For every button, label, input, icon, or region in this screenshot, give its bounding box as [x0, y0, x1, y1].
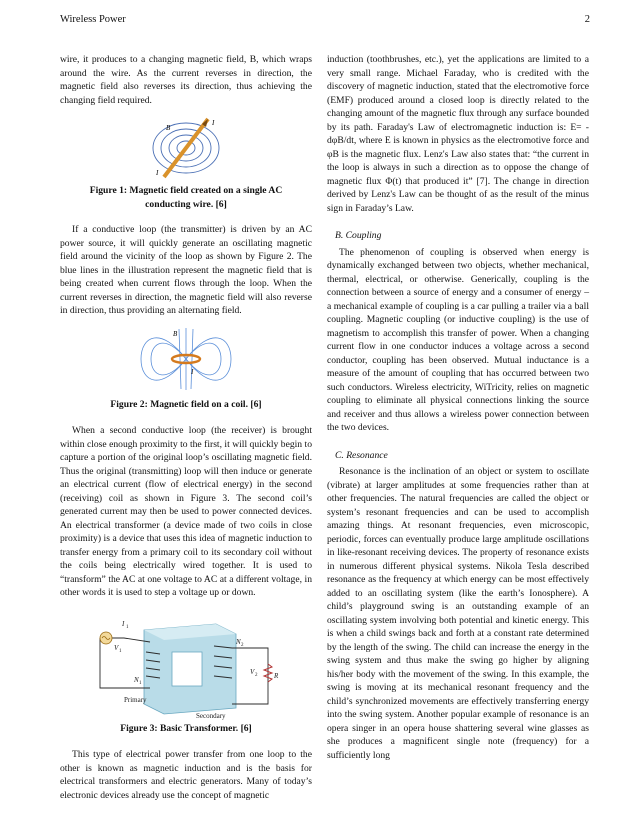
fig1-label-i-bottom: I [156, 169, 159, 177]
paragraph: If a conductive loop (the transmitter) is driven by an AC power source, it will quickly generate an oscillating magnetic field around the vicinity of the loop as shown by Figure 2. The blue lines in the illustration represent the magnetic field that is being created when current flows through the loop. When the current reverses in direction, the magnetic field will also reverse in direction, thus providing an alternating field. [60, 224, 312, 316]
paragraph: induction (toothbrushes, etc.), yet the applications are limited to a very small range. Michael Faraday, who is credited with the discovery of magnetic induction, stated that the electromotive force (EMF) produced around a closed loop is directly related to the changing amount of the magnetic flux through any surface bounded by its path. Faraday's Law of electromagnetic induction is: E= -dφB/dt, where E is known in physics as the electromotive force and φB is the magnetic flux. Lenz's Law also states that: “the current in the loop is always in such a direction as to oppose the change of magnetic flux Φ(t) that produced it” [7]. The change in direction derived by Lenz's Law can be thought of as the result of the minus sign in Faraday’s Law. [327, 54, 589, 214]
figure-3-transformer [86, 608, 286, 720]
fig3-label-r: R [274, 671, 279, 680]
fig3-label-n1: N [134, 675, 139, 684]
fig3-label-v2: V [250, 667, 255, 676]
paragraph: The phenomenon of coupling is observed when energy is dynamically exchanged between two objects, whether mechanical, thermal, electrical, or otherwise. Generically, coupling is the connection between a source of energy and a consumer of energy – a mechanical example of coupling is a car pulling a trailer via a ball coupling. Magnetic coupling (or inductive coupling) is the use of magnetism to accomplish this transfer of power. When a changing current flow in one conductor induces a voltage across a second conductor, coupling has been observed. Mutual inductance is a measure of the amount of coupling that has occurred between two such conductors. Wireless electricity, WiTricity, relies on magnetic coupling to eliminate all physical connections linking the source and receiver and thus allows a wireless power connection between the two devices. [327, 246, 589, 433]
fig3-sub-v1: 1 [119, 648, 122, 654]
section-heading-coupling: B. Coupling [335, 230, 382, 241]
section-heading-resonance: C. Resonance [335, 449, 388, 461]
figure-2-caption: Figure 2: Magnetic field on a coil. [6] [110, 398, 262, 410]
paragraph: When a second conductive loop (the receiver) is brought within close enough proximity to the first, it will quickly begin to capture a portion of the original loop’s oscillating magnetic field. Thus the original (transmitting) loop will then induce or generate an electrical current (flow of electrical energy) in the second (receiving) coil as shown in Figure 3. The second coil’s generated current may then be used to power connected devices. An electrical transformer (a device made of two coils in close proximity) is a device that uses this idea of magnetic induction to transfer energy from a primary coil to its secondary coil without the coils being electrically wired together. It is used to “transform” the AC at one voltage to AC at a different voltage, in other words it is used to step a voltage up or down. [60, 425, 312, 598]
fig3-sub-v2: 2 [255, 672, 258, 678]
fig3-sub-n1: 1 [139, 680, 142, 686]
fig2-label-b: B [173, 329, 178, 338]
paragraph: wire, it produces to a changing magnetic field, B, which wraps around the wire. As the current reverses in direction, the magnetic field also reverses its direction, thus achieving the changing field required. [60, 54, 312, 106]
fig1-label-i-top: I [212, 119, 215, 127]
paragraph: This type of electrical power transfer from one loop to the other is known as magnetic induction and is the basis for electrical transformers and electric generators. Many of today’s electronic devices already use the concept of magnetic [60, 749, 312, 801]
page-number: 2 [584, 14, 590, 25]
figure-3-caption: Figure 3: Basic Transformer. [6] [120, 722, 252, 734]
fig3-label-n2: N [236, 637, 241, 646]
fig3-sub-i1: 1 [126, 624, 129, 630]
paragraph: Resonance is the inclination of an object or system to oscillate (vibrate) at larger amplitudes at some frequencies rather than at other frequencies. The natural frequencies are called the object or system’s resonant frequencies and can be used to accomplish amazing things. At resonant frequencies, even microscopic, periodic, forces can eventually produce large amplitude oscillations in like-resonant receiving devices. The property of resonance exists in numerous different physical systems. Nikola Tesla described resonance as the frequency at which energy can be most effectively added to an oscillating system (like the earth’s Ionosphere). A child’s playground swing is an outstanding example of an oscillating system involving both potential and kinetic energy. This is when a child swings back and forth at a constant rate determined by the length of the swing. The child can increase the energy in the swing system and thus make the swing go higher by aligning his/her body with the movement of the swing. In this example, the swing is moving at its mechanical resonant frequency and the child’s synchronized movements are effectively transferring energy into the swing system. Another popular example of resonance is an opera singer in an opera house shattering several wine glasses as she produces a magnificent single note (frequency) for a sufficiently long [327, 466, 589, 761]
figure-1-wire-field [126, 117, 246, 179]
fig3-label-secondary: Secondary [196, 711, 226, 720]
fig3-label-v1: V [114, 643, 119, 652]
fig2-label-i: I [191, 367, 194, 376]
right-column [327, 53, 589, 762]
fig3-label-i1: I [122, 619, 125, 628]
left-column [60, 53, 312, 802]
fig1-label-b: B [166, 124, 171, 132]
fig3-label-primary: Primary [124, 695, 147, 704]
running-header-title: Wireless Power [60, 14, 126, 25]
fig3-sub-n2: 2 [241, 642, 244, 648]
figure-2-coil-field [131, 326, 241, 392]
figure-1-caption: Figure 1: Magnetic field created on a single AC conducting wire. [6] [89, 185, 283, 210]
